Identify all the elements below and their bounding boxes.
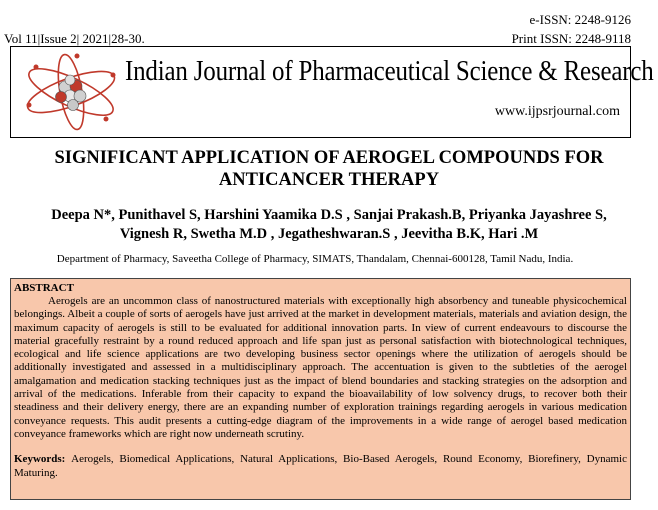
print-issn: Print ISSN: 2248-9118 xyxy=(511,31,631,46)
affiliation: Department of Pharmacy, Saveetha College of Pharmacy, SIMATS, Thandalam, Chennai-600128, Tamil Nadu, India. xyxy=(56,253,574,265)
author-list xyxy=(0,206,658,244)
paper-title xyxy=(0,147,658,191)
journal-website: www.ijpsrjournal.com xyxy=(494,104,620,119)
journal-title: Indian Journal of Pharmaceutical Science & Research xyxy=(125,55,654,87)
keywords-label: Keywords: xyxy=(14,453,72,466)
author-line-2: Vignesh R, Swetha M.D , Jegatheshwaran.S , Jeevitha B.K, Hari .M xyxy=(119,226,539,242)
keywords-text: Aerogels, Biomedical Applications, Natural Applications, Bio-Based Aerogels, Round Economy, Biorefinery, Dynamic Maturing. xyxy=(14,453,627,479)
volume-issue-line: Vol 11|Issue 2| 2021|28-30. xyxy=(4,31,145,46)
paper-title-line-2: ANTICANCER THERAPY xyxy=(218,170,440,190)
author-line-1: Deepa N*, Punithavel S, Harshini Yaamika D.S , Sanjai Prakash.B, Priyanka Jayashree S, xyxy=(51,207,607,223)
abstract-heading: ABSTRACT xyxy=(14,282,74,294)
abstract-box xyxy=(10,278,631,500)
journal-header-box xyxy=(10,46,654,138)
keywords-line xyxy=(14,453,627,480)
e-issn: e-ISSN: 2248-9126 xyxy=(529,12,631,27)
abstract-text: Aerogels are an uncommon class of nanostructured materials with exceptionally high absorbency and tuneable physicochemical belongings. Albeit a couple of sorts of aerogels have just arrived at the market in development materials, materials and aviation design, the maximum capacity of aerogels is still to be evaluated for additional innovation parts. In view of current endeavours to discourse the material gracefully restraint by a round reduced approach and life span just as personal satisfaction with biotechnological techniques, ecological and life science applications are two developing business sector openings where the utilization of aerogels should be additionally investigated and assessed in a multidisciplinary approach. The accentuation is given to the subtleties of the aerogel amalgamation and medication stacking techniques just as the impact of blend boundaries and stacking strategies on the adsorption and arrival of the medications. Inferable from their capacity to expand the bioavailability of low solvency drugs, to recover both their steadiness and their delivery energy, there are an expanding number of exploration trainings regarding aerogels in various medication conveyance requests. This audit presents a cutting-edge diagram of the improvements in a wide range of aerogel based medication conveyance frameworks which are right now underneath scrutiny. xyxy=(14,295,627,440)
paper-title-line-1: SIGNIFICANT APPLICATION OF AEROGEL COMPOUNDS FOR xyxy=(54,148,604,168)
atom-logo-icon xyxy=(21,53,121,131)
